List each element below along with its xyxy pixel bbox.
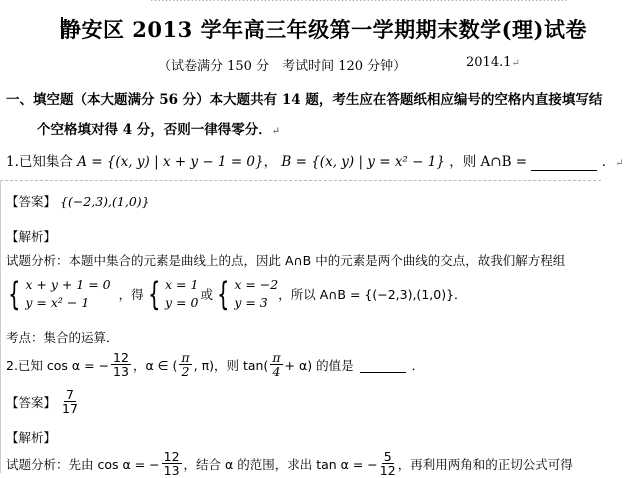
q2-analysis-frac2-num: 5 (383, 449, 392, 464)
q1-set-a: A = {(x, y) | x + y − 1 = 0} (77, 154, 264, 170)
question-1: 1.已知集合 A = {(x, y) | x + y − 1 = 0}， B = {(x, y) | y = x² − 1} ，则 A∩B = ．↵ (6, 154, 624, 170)
q2-prefix: 2.已知 cos α = − (6, 357, 110, 373)
return-mark-icon: ↵ (511, 58, 520, 69)
q1-answer-value: {(−2,3),(1,0)} (60, 194, 150, 209)
q1-systems (4, 276, 467, 311)
q1-set-b: B = {(x, y) | y = x² − 1} (281, 154, 445, 170)
page-top-strip (0, 0, 602, 9)
q1-system-1-row2: y = x² − 1 (25, 294, 90, 310)
answer-region-left-border (0, 180, 1, 473)
q2-analysis-label: 【解析】 (6, 430, 57, 445)
q2-answer-value (62, 388, 78, 415)
return-mark-icon: ↵ (271, 126, 281, 137)
q2-frac-cos-num: 12 (113, 350, 129, 365)
q1-answer-label: 【答案】 (6, 194, 57, 209)
q2-mid2: , π)，则 tan( (193, 357, 269, 373)
exam-date-text: 2014.1 (466, 55, 512, 70)
q2-analysis-t2: ，结合 α 的范围，求出 tan α = − (183, 456, 378, 472)
q1-system-2-row2: y = 0 (165, 294, 199, 310)
q2-mid3: + α) 的值是 (284, 357, 354, 373)
q2-analysis-frac1 (162, 450, 182, 477)
exam-subtitle: （试卷满分 150 分 考试时间 120 分钟） (158, 59, 407, 74)
q1-analysis-label: 【解析】 (6, 229, 57, 244)
q1-system-2: { x = 1 y = 0 (147, 274, 199, 313)
q1-system-3-row2: y = 3 (234, 294, 268, 310)
q2-tail: ． (411, 357, 425, 373)
q2-analysis-frac2-den: 12 (379, 463, 396, 478)
q1-system-3-row1: x = −2 (234, 277, 279, 292)
q1-system-3: { x = −2 y = 3 (217, 274, 279, 313)
q2-frac-range-num: π (181, 350, 190, 365)
q2-analysis-t3: ，再利用两角和的正切公式可得 (397, 456, 573, 472)
q2-analysis-text (6, 450, 573, 477)
q2-frac-tan-num: π (272, 350, 281, 365)
q1-ask: ，则 A∩B = (449, 154, 528, 170)
q2-analysis-frac1-den: 13 (163, 463, 180, 478)
q2-mid1: ，α ∈ ( (132, 357, 178, 373)
q2-frac-range (179, 351, 191, 378)
q1-conclusion: ，所以 A∩B = {(−2,3),(1,0)}． (278, 286, 467, 302)
q1-or: 或 (200, 286, 213, 302)
q2-analysis-t1: 试题分析：先由 cos α = − (6, 456, 160, 472)
return-mark-icon: ↵ (615, 158, 624, 169)
q1-get: ，得 (118, 286, 144, 302)
q1-system-2-row1: x = 1 (165, 277, 199, 292)
q2-frac-range-den: 2 (181, 364, 190, 380)
q1-prefix: 1.已知集合 (6, 154, 73, 170)
q2-answer-label: 【答案】 (6, 394, 57, 410)
q1-system-1-row1: x + y + 1 = 0 (25, 277, 111, 292)
q2-answer-num: 7 (65, 387, 74, 402)
q2-analysis-frac2 (380, 450, 396, 477)
q1-tail: ． (601, 154, 616, 170)
q2-frac-tan-den: 4 (272, 364, 281, 380)
q2-frac-cos (111, 351, 131, 378)
header-strip-text (150, 0, 568, 4)
q2-answer-blank (360, 357, 406, 373)
q2-answer-den: 17 (62, 401, 78, 417)
q1-analysis-text: 试题分析：本题中集合的元素是曲线上的点，因此 A∩B 中的元素是两个曲线的交点，故我们解方程组 (6, 253, 566, 268)
q1-system-1: { x + y + 1 = 0 y = x² − 1 (8, 274, 111, 313)
answer-region (0, 181, 602, 473)
question-2 (6, 351, 424, 378)
q2-analysis-frac1-num: 12 (163, 449, 180, 464)
section-header-line2 (37, 118, 280, 138)
section-header-line1: 一、填空题（本大题满分 56 分）本大题共有 14 题，考生应在答题纸相应编号的空格内直接填写结 (6, 92, 603, 108)
q2-frac-cos-den: 13 (113, 364, 129, 380)
answer-region-divider (0, 180, 601, 181)
section-header-line2-text: 个空格填对得 4 分，否则一律得零分． (37, 122, 272, 138)
q2-answer-row (6, 388, 80, 415)
q1-answer-blank (531, 154, 597, 171)
page-title: 静安区 2013 学年高三年级第一学期期末数学(理)试卷 (60, 17, 587, 42)
q1-answer-row (6, 192, 150, 210)
exam-date (466, 55, 520, 70)
q1-point: 考点：集合的运算． (6, 330, 119, 345)
q2-frac-tan (270, 351, 282, 378)
